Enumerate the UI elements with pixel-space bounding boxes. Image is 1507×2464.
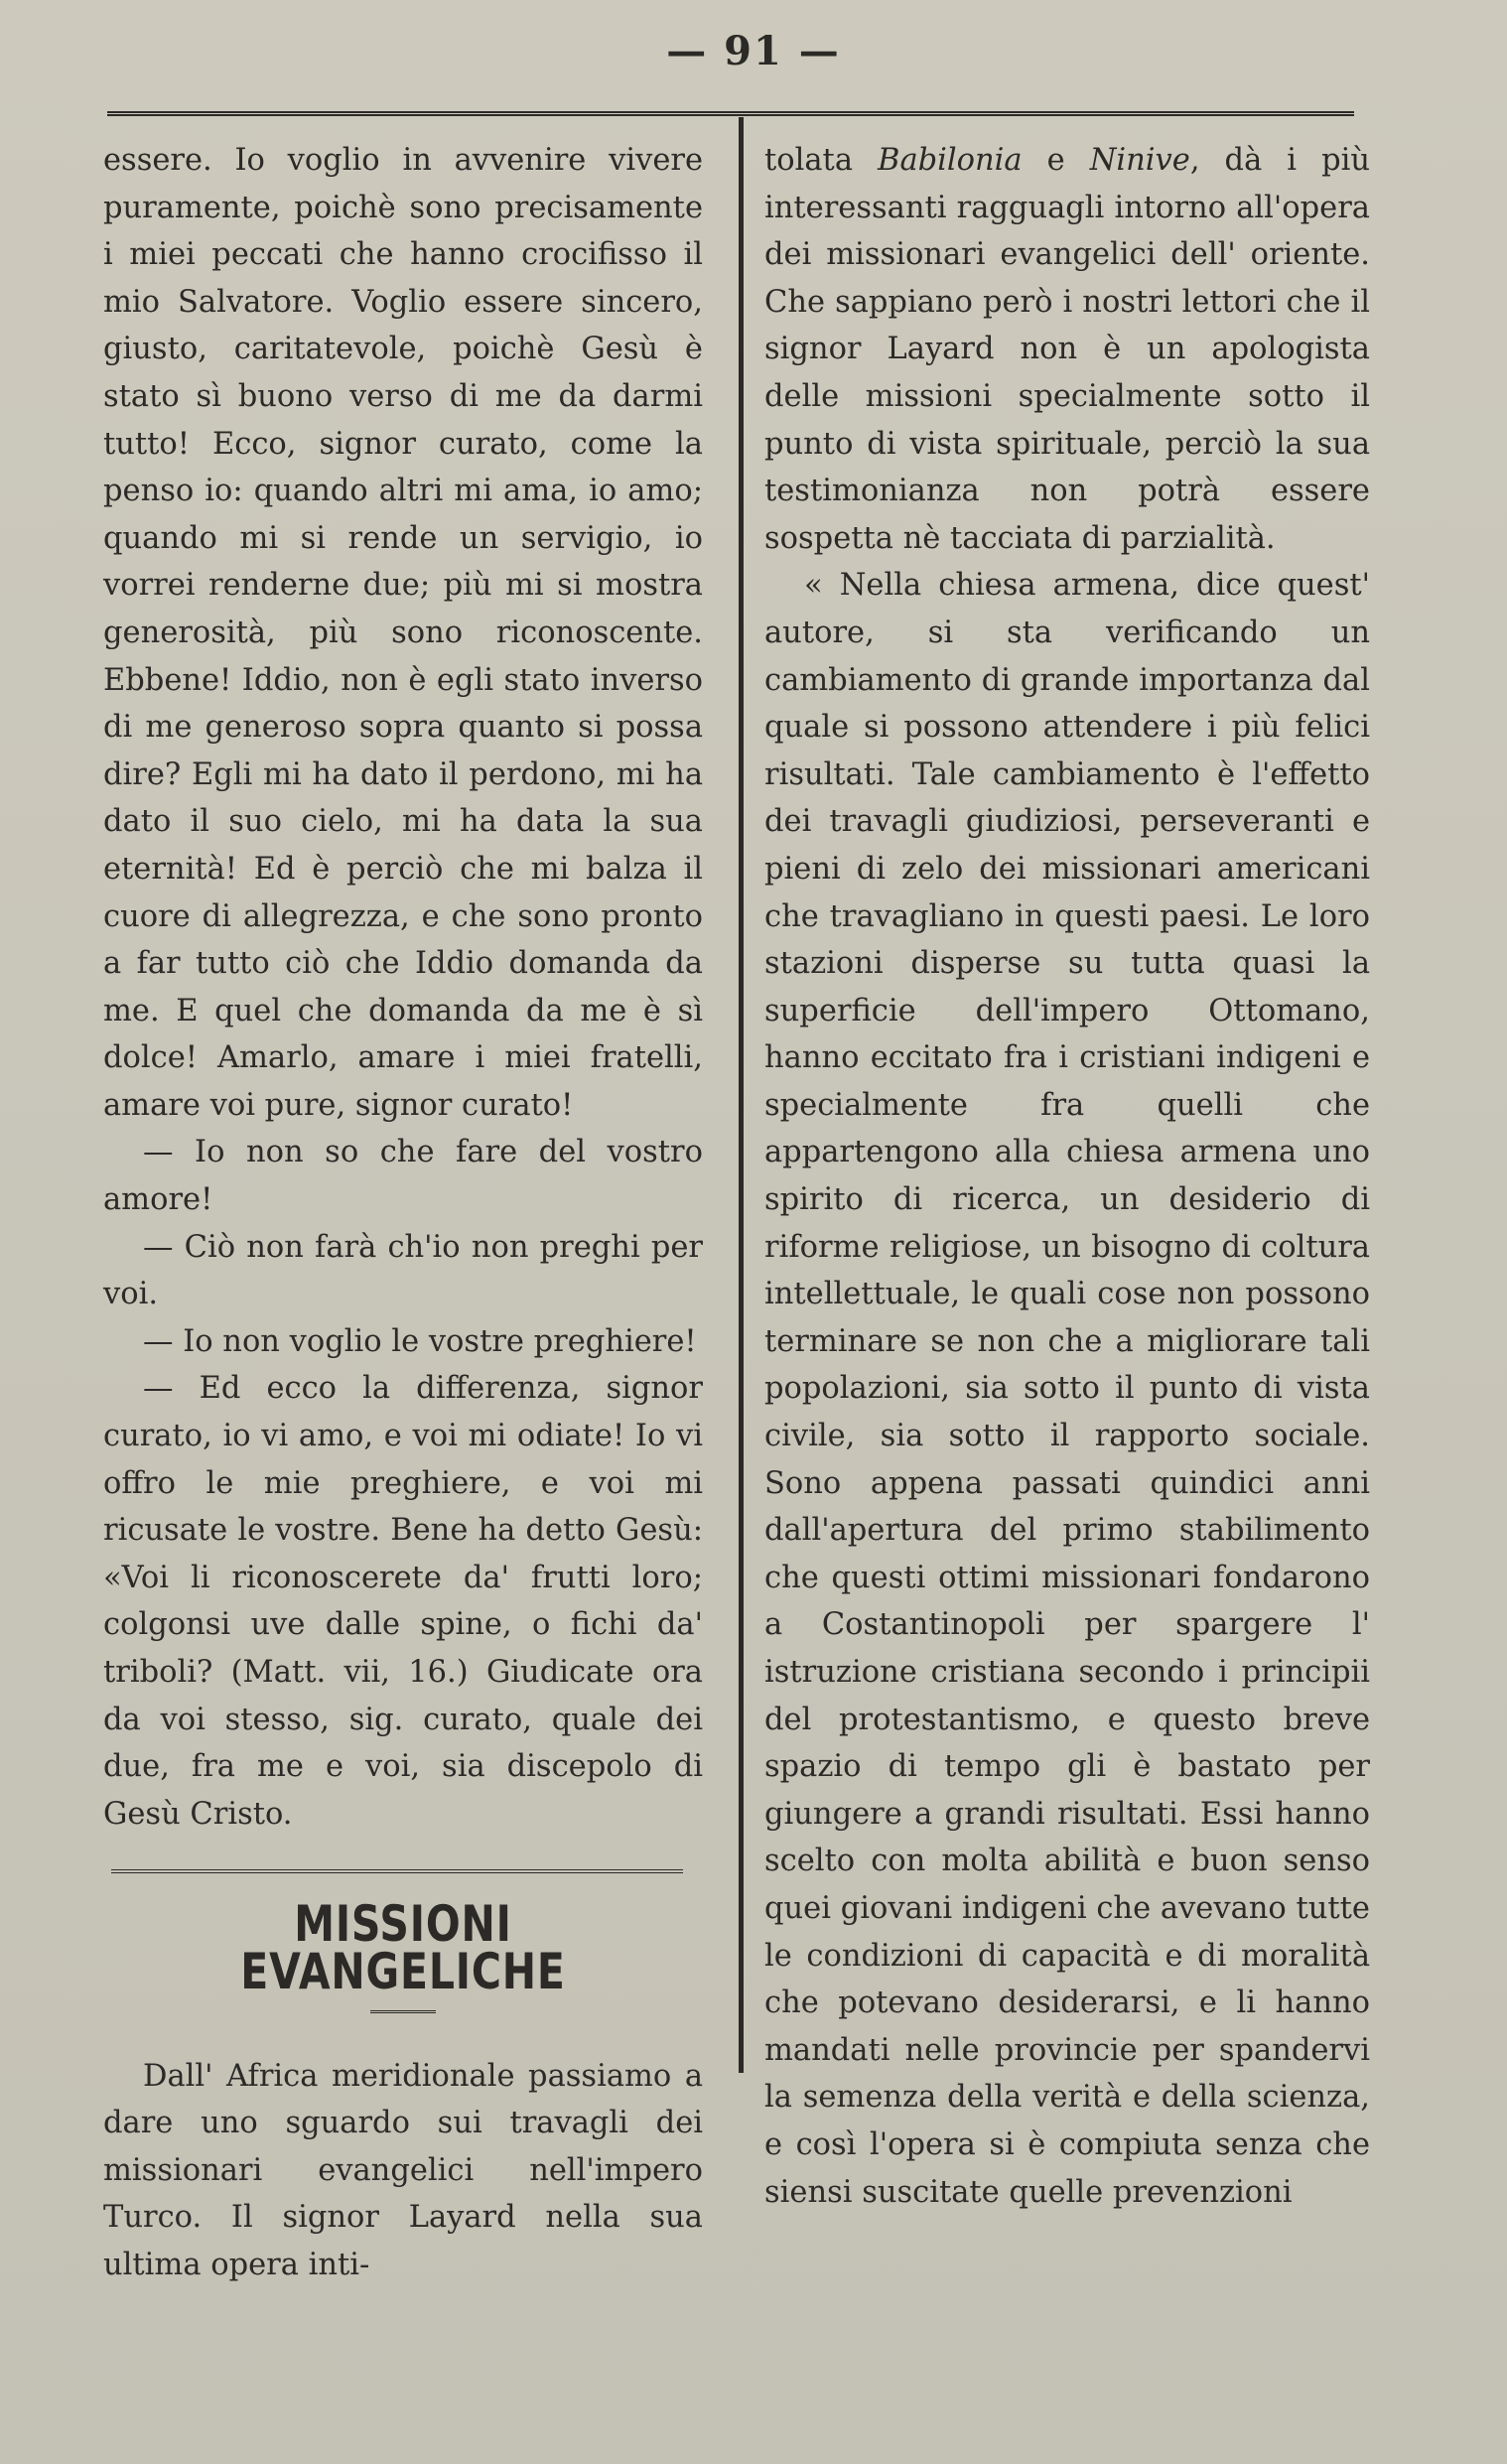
book-title: Ninive: [1089, 143, 1190, 178]
page-number: — 91 —: [666, 28, 841, 74]
body-paragraph: essere. Io voglio in avvenire vivere puramente, poichè sono precisamente i miei peccati che hanno crocifisso il mio Salvatore. Voglio essere sincero, giusto, caritatevole, poichè Gesù è stato sì buono verso di me da darmi tutto! Ecco, signor curato, come la penso io: quando altri mi ama, io amo; quando mi si rende un servigio, io vorrei renderne due; più mi si mostra generosità, più sono riconoscente. Ebbene! Iddio, non è egli stato inverso di me generoso sopra quanto si possa dire? Egli mi ha dato il perdono, mi ha dato il suo cielo, mi ha data la sua eternità! Ed è perciò che mi balza il cuore di allegrezza, e che sono pronto a far tutto ciò che Iddio domanda da me. E quel che domanda da me è sì dolce! Amarlo, amare i miei fratelli, amare voi pure, signor curato!: [103, 143, 703, 1123]
dialogue-line: — Ed ecco la differenza, signor curato, io vi amo, e voi mi odiate! Io vi offro le mie preghiere, e voi mi ricusate le vostre. Bene ha detto Gesù: «Voi li riconoscerete da' frutti loro; colgonsi uve dalle spine, o fichi da' triboli? (Matt. vii, 16.) Giudicate ora da voi stesso, sig. curato, quale dei due, fra me e voi, sia discepolo di Gesù Cristo.: [103, 1371, 703, 1832]
section-divider: [111, 1869, 683, 1873]
column-divider: [739, 117, 744, 2073]
quotation-paragraph: « Nella chiesa armena, dice quest' autore, si sta verificando un cambiamento di grande importanza dal quale si possono attendere i più felici risultati. Tale cambiamento è l'effetto dei travagli giudiziosi, perseveranti e pieni di zelo dei missionari americani che travagliano in questi paesi. Le loro stazioni disperse su tutta quasi la superficie dell'impero Ottomano, hanno eccitato fra i cristiani indigeni e specialmente fra quelli che appartengono alla chiesa armena uno spirito di ricerca, un desiderio di riforme religiose, un bisogno di coltura intellettuale, le quali cose non possono terminare se non che a migliorare tali popolazioni, sia sotto il punto di vista civile, sia sotto il rapporto sociale. Sono appena passati quindici anni dall'apertura del primo stabilimento che questi ottimi missionari fondarono a Costantinopoli per spargere l' istruzione cristiana secondo i principii del protestantismo, e questo breve spazio di tempo gli è bastato per giungere a grandi risultati. Essi hanno scelto con molta abilità e buon senso quei giovani indigeni che avevano tutte le condizioni di capacità e di moralità che potevano desiderarsi, e li hanno mandati nelle provincie per spandervi la semenza della verità e della scienza, e così l'opera si è compiuta senza che siensi suscitate quelle prevenzioni: [764, 568, 1370, 2210]
section-lead-paragraph: Dall' Africa meridionale passiamo a dare uno sguardo sui travagli dei missionari evangelici nell'impero Turco. Il signor Layard nella sua ultima opera inti-: [103, 2058, 703, 2282]
right-column: [764, 137, 1370, 2216]
left-column: [103, 137, 703, 2289]
text-run: , dà i più interessanti ragguagli intorno all'opera dei missionari evangelici dell' oriente. Che sappiano però i nostri lettori che il signor Layard non è un apologista delle missioni specialmente sotto il punto di vista spirituale, perciò la sua testimonianza non potrà essere sospetta nè tacciata di parzialità.: [764, 143, 1370, 556]
dialogue-line: — Ciò non farà ch'io non preghi per voi.: [103, 1229, 703, 1312]
body-paragraph: [764, 137, 1370, 562]
header-rule: [107, 111, 1354, 116]
dialogue-line: — Io non so che fare del vostro amore!: [103, 1135, 703, 1218]
text-run: tolata: [764, 143, 879, 178]
book-title: Babilonia: [878, 143, 1023, 178]
title-ornament-rule: [370, 2010, 436, 2013]
dialogue-line: — Io non voglio le vostre preghiere!: [143, 1323, 697, 1359]
text-run: e: [1022, 143, 1090, 178]
section-title: MISSIONI EVANGELICHE: [240, 1895, 566, 2000]
